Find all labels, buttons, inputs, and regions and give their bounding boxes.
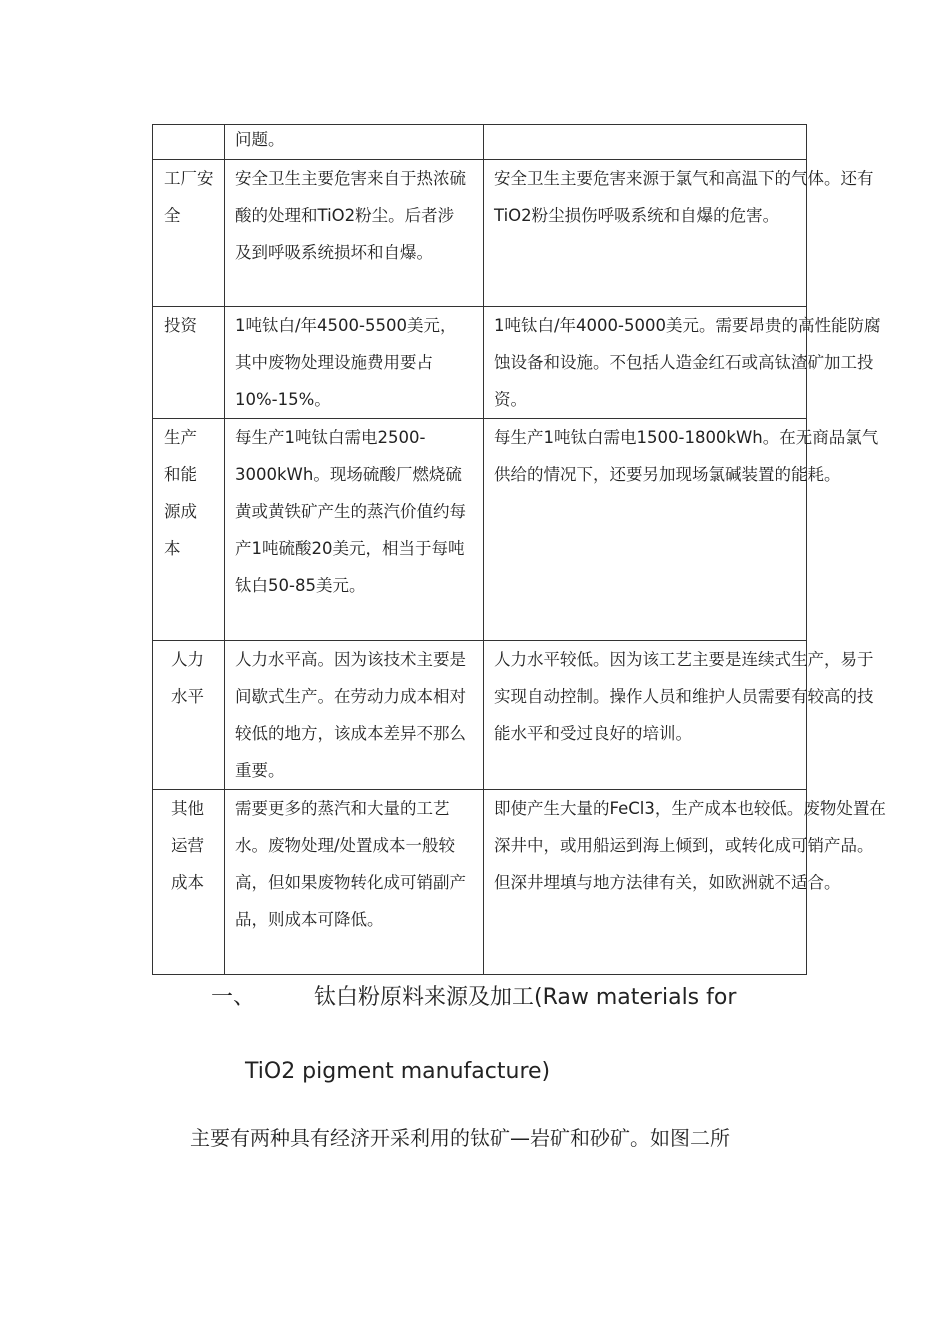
section-number: 一、 bbox=[211, 985, 256, 1010]
chloride-text: 每生产1吨钛白需电1500-1800kWh。在无商品氯气供给的情况下，还要另加现场氯碱装置的能耗。 bbox=[494, 428, 879, 484]
chloride-text: 人力水平较低。因为该工艺主要是连续式生产，易于实现自动控制。操作人员和维护人员需要有较高的技能水平和受过良好的培训。 bbox=[494, 650, 874, 743]
table-cell-chloride bbox=[484, 641, 874, 790]
sulfate-text: 1吨钛白/年4500-5500美元，其中废物处理设施费用要占10%-15%。 bbox=[235, 316, 457, 409]
table-row bbox=[153, 641, 807, 790]
section-heading bbox=[211, 976, 851, 1020]
table-cell-chloride bbox=[484, 125, 807, 160]
table-cell-label bbox=[153, 641, 225, 790]
table-cell-label bbox=[153, 307, 225, 419]
chloride-text: 安全卫生主要危害来源于氯气和高温下的气体。还有TiO2粉尘损伤呼吸系统和自爆的危害。 bbox=[494, 169, 874, 225]
row-label: 其他运营成本 bbox=[171, 799, 204, 892]
sulfate-text: 需要更多的蒸汽和大量的工艺水。废物处理/处置成本一般较高，但如果废物转化成可销副产品，则成本可降低。 bbox=[235, 799, 466, 929]
table-row bbox=[153, 160, 807, 307]
row-label: 工厂安全 bbox=[164, 169, 214, 225]
table-cell-sulfate bbox=[225, 307, 484, 419]
table-row bbox=[153, 790, 807, 975]
body-paragraph: 主要有两种具有经济开采利用的钛矿—岩矿和砂矿。如图二所 bbox=[190, 1126, 730, 1150]
table-cell-label bbox=[153, 125, 225, 160]
comparison-table bbox=[152, 124, 886, 975]
table-cell-label bbox=[153, 790, 225, 975]
table-cell-sulfate bbox=[225, 160, 484, 307]
table-row bbox=[153, 419, 807, 641]
table-cell-chloride bbox=[484, 790, 886, 975]
table-cell-sulfate bbox=[225, 641, 484, 790]
table-cell-sulfate bbox=[225, 419, 484, 641]
sulfate-text: 每生产1吨钛白需电2500-3000kWh。现场硫酸厂燃烧硫黄或黄铁矿产生的蒸汽价值约每产1吨硫酸20美元，相当于每吨钛白50-85美元。 bbox=[235, 428, 466, 595]
table-cell-chloride bbox=[484, 419, 879, 641]
section-title-line1: 钛白粉原料来源及加工(Raw materials for bbox=[314, 985, 737, 1010]
chloride-text: 即使产生大量的FeCl3，生产成本也较低。废物处置在深井中，或用船运到海上倾到，或转化成可销产品。但深井埋填与地方法律有关，如欧洲就不适合。 bbox=[494, 799, 886, 892]
row-label: 投资 bbox=[164, 316, 197, 335]
table-row bbox=[153, 125, 807, 160]
sulfate-text: 人力水平高。因为该技术主要是间歇式生产。在劳动力成本相对较低的地方，该成本差异不那么重要。 bbox=[235, 650, 466, 780]
sulfate-text: 问题。 bbox=[235, 130, 285, 149]
sulfate-text: 安全卫生主要危害来自于热浓硫酸的处理和TiO2粉尘。后者涉及到呼吸系统损坏和自爆。 bbox=[235, 169, 466, 262]
chloride-text: 1吨钛白/年4000-5000美元。需要昂贵的高性能防腐蚀设备和设施。不包括人造金红石或高钛渣矿加工投资。 bbox=[494, 316, 881, 409]
table-cell-sulfate bbox=[225, 125, 484, 160]
table-cell-label bbox=[153, 160, 225, 307]
row-label: 人力水平 bbox=[171, 650, 204, 706]
table-cell-label bbox=[153, 419, 225, 641]
row-label: 生产和能源成本 bbox=[164, 428, 197, 558]
table-cell-chloride bbox=[484, 307, 881, 419]
table-row bbox=[153, 307, 807, 419]
section-title-line2: TiO2 pigment manufacture) bbox=[245, 1059, 551, 1084]
table-cell-sulfate bbox=[225, 790, 484, 975]
table-cell-chloride bbox=[484, 160, 874, 307]
